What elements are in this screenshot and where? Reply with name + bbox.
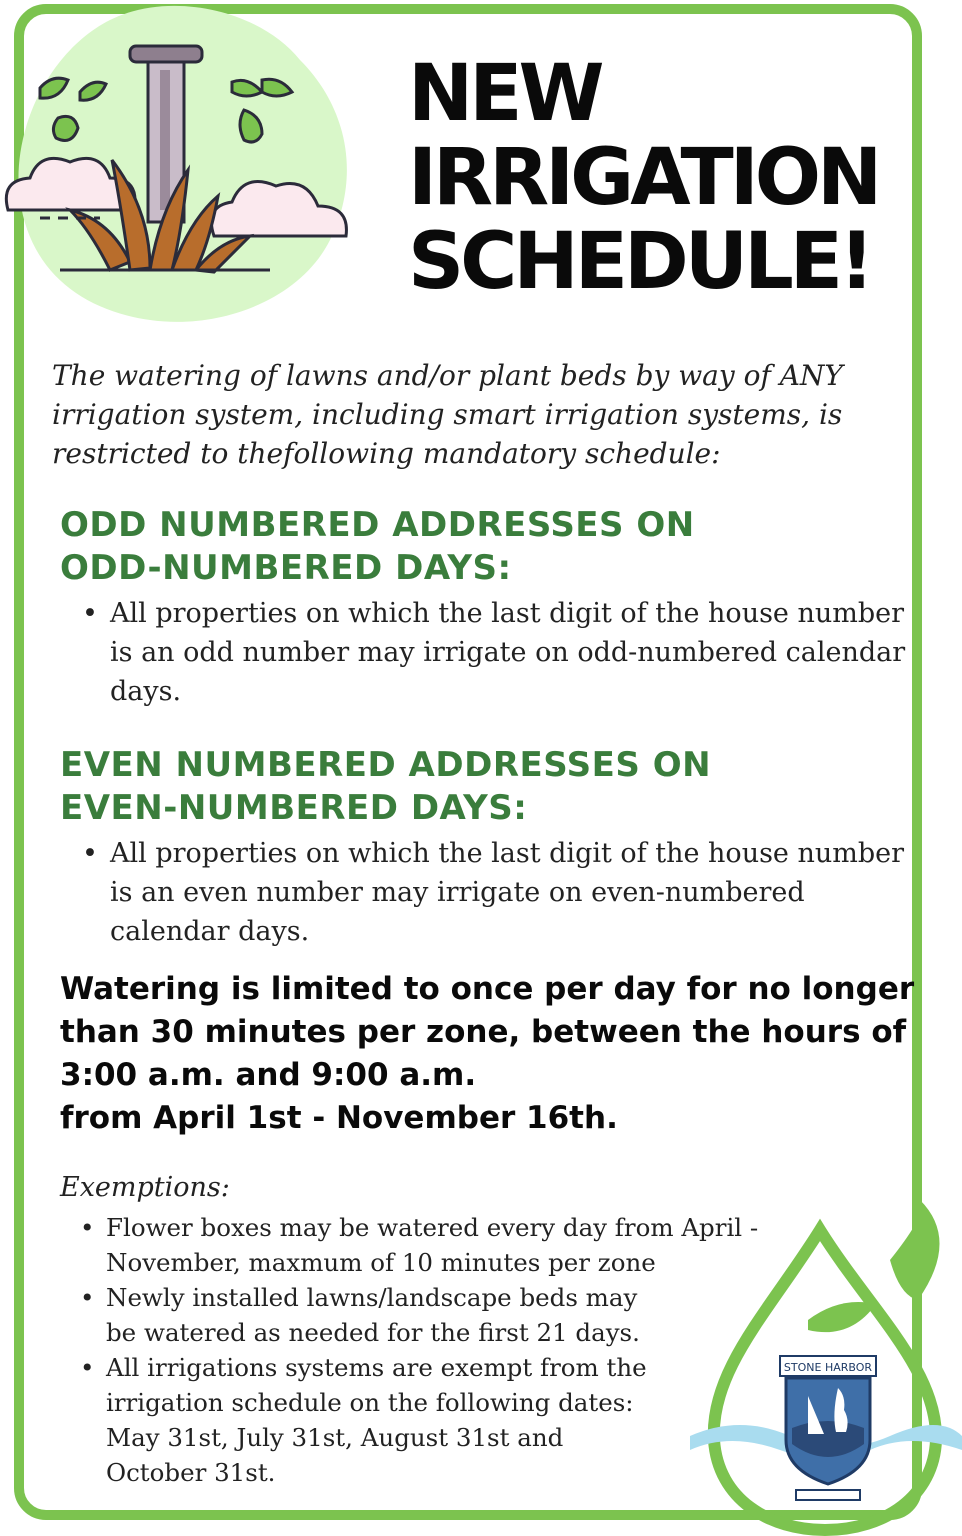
- exemption-item: • Newly installed lawns/landscape beds may be watered as needed for the first 21 days.: [106, 1280, 666, 1350]
- odd-list: [60, 594, 910, 711]
- odd-heading-line: ODD-NUMBERED DAYS:: [60, 548, 512, 588]
- even-section: [60, 744, 910, 951]
- exemptions-title: Exemptions:: [60, 1172, 230, 1203]
- even-bullet: • All properties on which the last digit of the house number is an even number may irrigate on even-numbered calendar days.: [110, 834, 910, 951]
- stone-harbor-logo: [680, 1200, 962, 1536]
- sprinkler-illustration: [0, 0, 380, 340]
- even-heading-line: EVEN NUMBERED ADDRESSES ON: [60, 745, 712, 785]
- title-line: IRRIGATION: [408, 133, 879, 223]
- town-seal-icon: [780, 1356, 876, 1500]
- exemption-item: • All irrigations systems are exempt from the irrigation schedule on the following dates: May 31st, July 31st, August 31st and October 31st.: [106, 1350, 666, 1490]
- watering-limit: [60, 968, 920, 1140]
- odd-heading: [60, 504, 910, 590]
- odd-bullet: • All properties on which the last digit of the house number is an odd number may irrigate on odd-numbered calendar days.: [110, 594, 910, 711]
- even-heading-line: EVEN-NUMBERED DAYS:: [60, 788, 528, 828]
- even-heading: [60, 744, 910, 830]
- title-line: NEW: [408, 49, 601, 139]
- limit-line: from April 1st - November 16th.: [60, 1100, 618, 1136]
- odd-section: [60, 504, 910, 711]
- exemption-item: • Flower boxes may be watered every day from April - November, maxmum of 10 minutes per zone: [106, 1210, 866, 1280]
- title-line: SCHEDULE!: [408, 217, 871, 307]
- odd-heading-line: ODD NUMBERED ADDRESSES ON: [60, 505, 695, 545]
- leaf-icon: [890, 1200, 940, 1300]
- intro-paragraph: The watering of lawns and/or plant beds by way of ANY irrigation system, including smart irrigation systems, is restricted to thefollowing mandatory schedule:: [52, 359, 843, 470]
- limit-line: Watering is limited to once per day for no longer than 30 minutes per zone, between the hours of 3:00 a.m. and 9:00 a.m.: [60, 971, 915, 1093]
- page-title: [408, 49, 928, 307]
- even-list: [60, 834, 910, 951]
- seal-top-text: STONE HARBOR: [783, 1361, 873, 1374]
- leaf-icon: [808, 1302, 876, 1332]
